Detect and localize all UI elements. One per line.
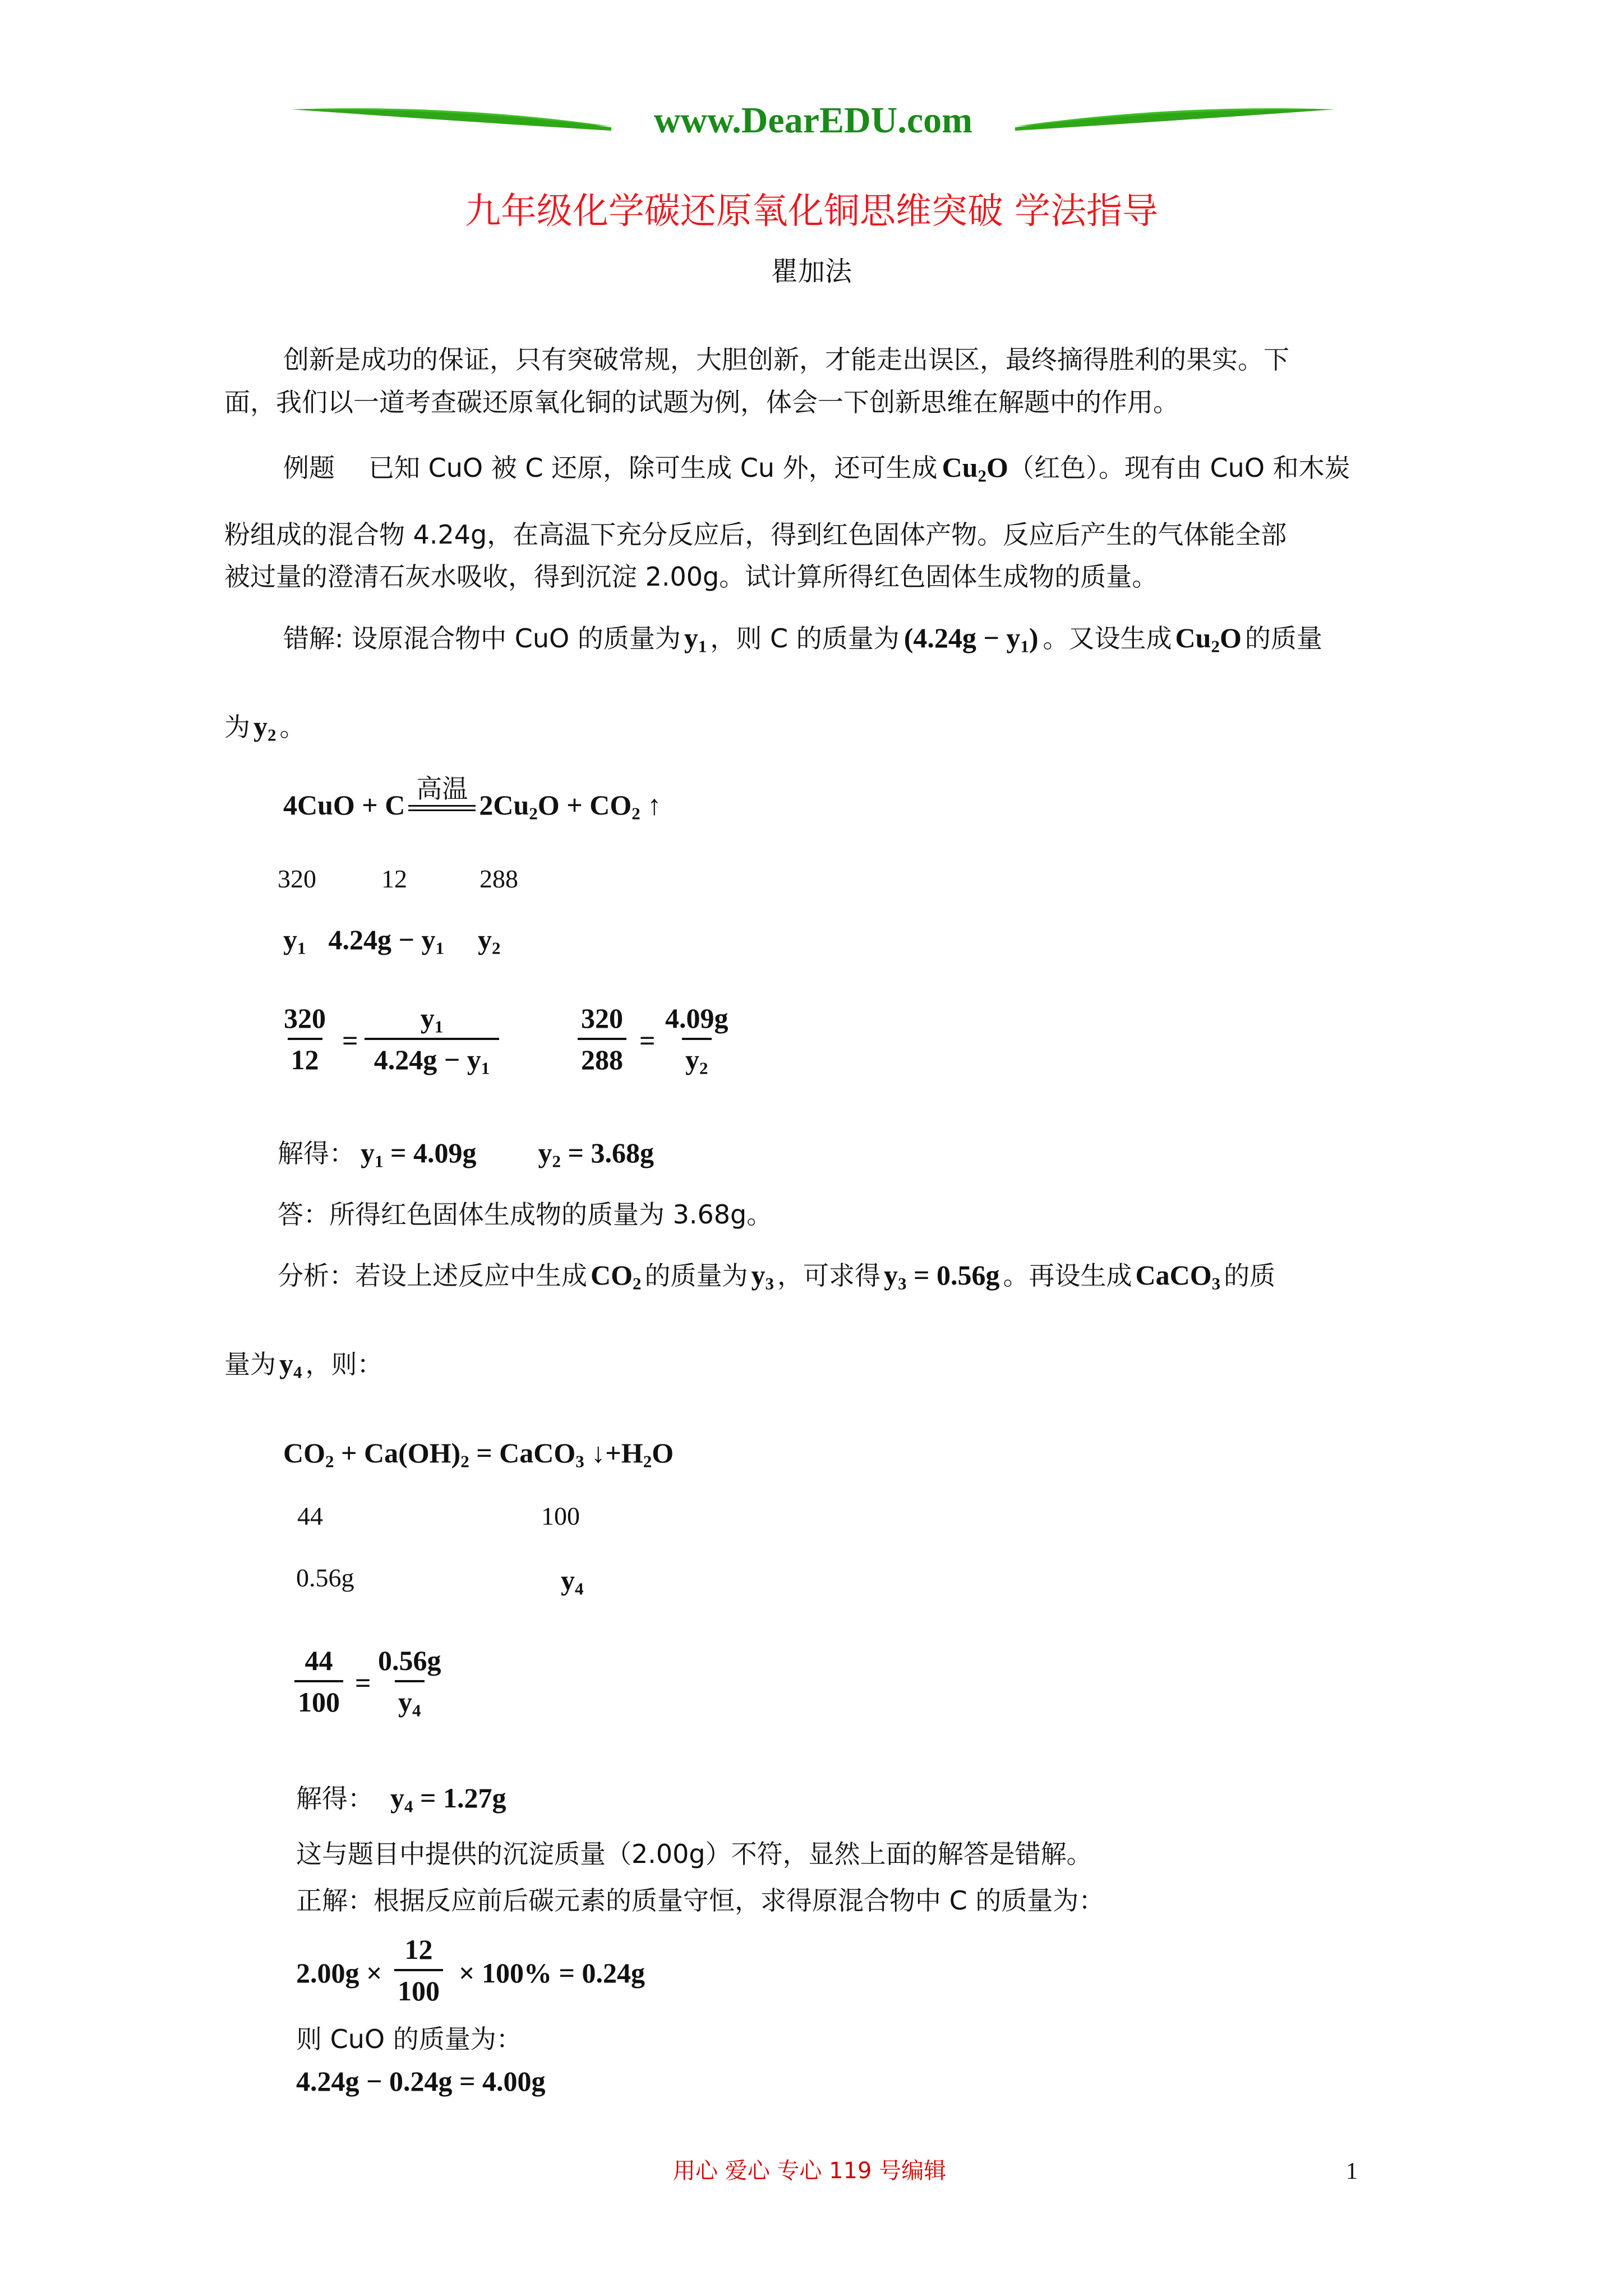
correct-line-1: 正解：根据反应前后碳元素的质量守恒，求得原混合物中 C 的质量为： bbox=[296, 1885, 1105, 1916]
example-line-2: 粉组成的混合物 4.24g，在高温下充分反应后，得到红色固体产物。反应后产生的气体能全部 bbox=[224, 519, 1287, 550]
example-line-1 bbox=[283, 452, 1350, 486]
value-co2: 0.56g bbox=[296, 1563, 354, 1592]
author: 瞿加法 bbox=[771, 256, 852, 287]
cuo-mass-calc: 4.24g − 0.24g = 4.00g bbox=[296, 2065, 546, 2097]
equals-sign: = bbox=[639, 1025, 656, 1056]
analysis-note: 这与题目中提供的沉淀质量（2.00g）不符，显然上面的解答是错解。 bbox=[296, 1839, 1092, 1869]
var-y1: $y_1$ bbox=[684, 622, 707, 656]
example-text-a: 已知 CuO 被 C 还原，除可生成 Cu 外，还可生成 bbox=[368, 453, 938, 483]
example-line-3: 被过量的澄清石灰水吸收，得到沉淀 2.00g。试计算所得红色固体生成物的质量。 bbox=[224, 562, 1158, 592]
header-banner bbox=[280, 93, 1346, 160]
example-text-b: （红色）。现有由 CuO 和木炭 bbox=[1008, 453, 1350, 483]
wrong-answer: 答：所得红色固体生成物的质量为 3.68g。 bbox=[278, 1199, 773, 1230]
fraction-y1: $\frac{y_1}{4.24g - y_1}$ bbox=[365, 1004, 499, 1074]
wrong-line-2: 为 $y_2$ 。 bbox=[224, 711, 306, 745]
wrong-line-1: 错解: 设原混合物中 CuO 的质量为 $y_1$ ，则 C 的质量为 $(4.24g - y_1)$ 。又设生成 $Cu_2O$ 的质量 bbox=[283, 622, 1322, 656]
molar-mass-3: 288 bbox=[479, 864, 518, 893]
footer-text: 用心 爱心 专心 119 号编辑 bbox=[673, 2158, 947, 2184]
fraction-056-y4: $\frac{0.56g}{y_4}$ bbox=[378, 1645, 441, 1720]
molar-mass-caco3: 100 bbox=[541, 1502, 580, 1530]
reaction-condition: 高温 bbox=[408, 805, 476, 815]
equals-sign: = bbox=[355, 1667, 371, 1699]
analysis-line-2: 量为 $y_4$ ，则： bbox=[224, 1348, 383, 1382]
equation-limewater: $CO_2 + Ca(OH)_2$ = CaCO$_3$ $↓+H_2O$ bbox=[283, 1437, 674, 1471]
fraction-320-288: $\frac{320}{288}$ bbox=[578, 1004, 626, 1074]
molar-mass-1: 320 bbox=[278, 864, 316, 893]
equals-sign: = bbox=[342, 1025, 358, 1056]
correct-line-2: 则 CuO 的质量为： bbox=[296, 2024, 522, 2054]
var-y4: $y_4$ bbox=[561, 1565, 584, 1599]
formula-cu2o: $Cu_2O$ bbox=[942, 452, 1008, 486]
intro-line-2: 面，我们以一道考查碳还原氧化铜的试题为例，体会一下创新思维在解题中的作用。 bbox=[224, 387, 1179, 417]
molar-mass-co2: 44 bbox=[297, 1502, 323, 1530]
page-number: 1 bbox=[1346, 2159, 1358, 2184]
example-label: 例题 bbox=[283, 453, 335, 483]
formula-cu2o: $Cu_2O$ bbox=[1175, 622, 1242, 656]
intro-line-1: 创新是成功的保证，只有突破常规，大胆创新，才能走出误区，最终摘得胜利的果实。下 bbox=[283, 344, 1289, 375]
analysis-line-1: 分析：若设上述反应中生成 $CO_2$ 的质量为 $y_3$ ，可求得 $y_3 = 0.56g$ 。再设生成 CaCO$_3$ 的质 bbox=[278, 1259, 1276, 1294]
molar-mass-2: 12 bbox=[381, 864, 407, 893]
var-row-1: $y_1$ $4.24g - y_1$ $y_2$ bbox=[283, 924, 501, 958]
fraction-409-y2: $\frac{4.09g}{y_2}$ bbox=[665, 1002, 728, 1078]
fraction-320-12: $\frac{320}{12}$ bbox=[284, 1002, 326, 1075]
expr-c-mass: $(4.24g - y_1)$ bbox=[903, 622, 1039, 656]
fraction-44-100: $\frac{44}{100}$ bbox=[294, 1646, 343, 1716]
page-title: 九年级化学碳还原氧化铜思维突破 学法指导 bbox=[464, 191, 1159, 232]
solve-row-1: 解得： $y_1 = 4.09g$ $y_2 = 3.68g$ bbox=[278, 1137, 654, 1171]
brand-logo-text: www.DearEDU.com bbox=[653, 100, 973, 141]
carbon-mass-calc: 2.00g × $\frac{12}{100}$ × 100% = 0.24g bbox=[296, 1934, 645, 2007]
var-y2: $y_2$ bbox=[253, 711, 276, 745]
equation-carbon-reduction: 4CuO + C 高温 $2Cu_2O + CO_2$ ↑ bbox=[283, 774, 662, 823]
solve-row-2: 解得： $y_4 = 1.27g$ bbox=[296, 1782, 506, 1816]
